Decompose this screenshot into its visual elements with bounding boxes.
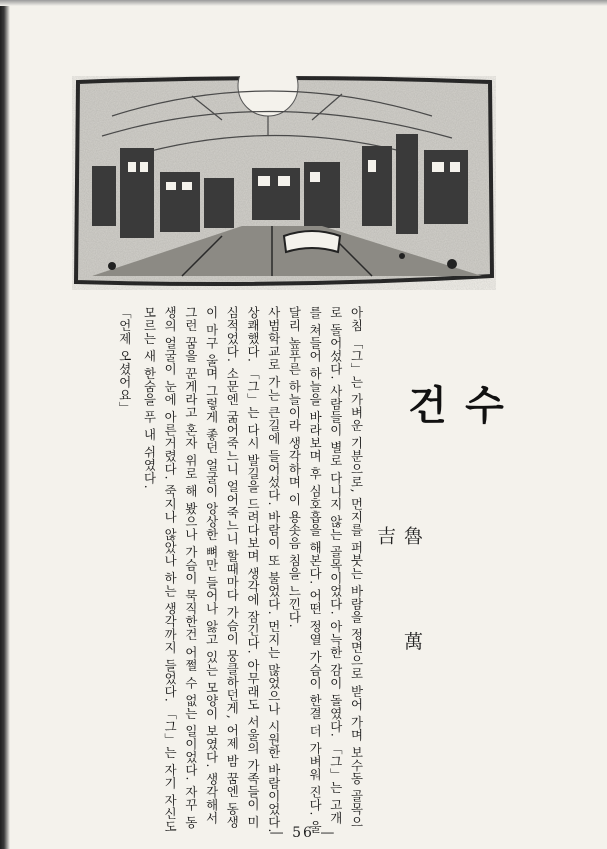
dialog-line: 「언제 오셨어요」: [117, 306, 133, 415]
paragraph: 아침 「그」는 가벼운 기분으로, 먼지를 퍼붓는 바람을 정면으로 받어 가며 보수동 골목으로 돌어섰다. 사람들이 별로 다니지 않는 골목이었다. 아늑한 감이 돌였다. 「그」는 고개를 쳐들어 하늘을 바라보며 후 심호흡을 해본다. 어떤 정열 가슴이 한결 더 가벼워 진다. 울달리 높푸른 하늘이라 생각하며 이 용솟음 침을 느낀다.: [286, 306, 364, 834]
story-title: 수 건: [401, 384, 504, 480]
street-scene-illustration: [72, 76, 496, 290]
scan-top-edge: [0, 0, 607, 6]
paragraph: 사범학교로 가는 큰길에 들어섰다. 바람이 또 불었다. 먼지는 많었으나 시원한 바람이었다. 상쾌했다. 「그」는 다시 발길을 드려다보며 생각에 잠긴다. 아무래도 서울의 가족들이 미심적었다. 소문엔 굶어죽느니 얼어죽느니 할때마다 가슴이 뭉클하던게, 어제 밤 꿈엔 동생이 마구 울며 그렇게 좋던 얼굴이 앙상한 뼈만 들어나 앓고 있는 모양이 보였다. 생각해서 그런 꿈을 꾼게라고 혼자 위로 해 봤으나 가슴이 묵직한건 어쩔 수 없는 일이었다. 자꾸 동생의 얼굴이 눈에 아른거렸다. 죽지나 않았나 하는 생각까지 들었다. 「그」는 자기 자신도 모르는 새 한숨을 푸 내 쉬였다.: [141, 306, 282, 834]
page-number: — 56 —: [269, 825, 337, 841]
author-name: 魯 萬 吉: [374, 526, 423, 691]
scan-edge-shadow: [0, 0, 10, 849]
story-body: [70, 306, 366, 836]
